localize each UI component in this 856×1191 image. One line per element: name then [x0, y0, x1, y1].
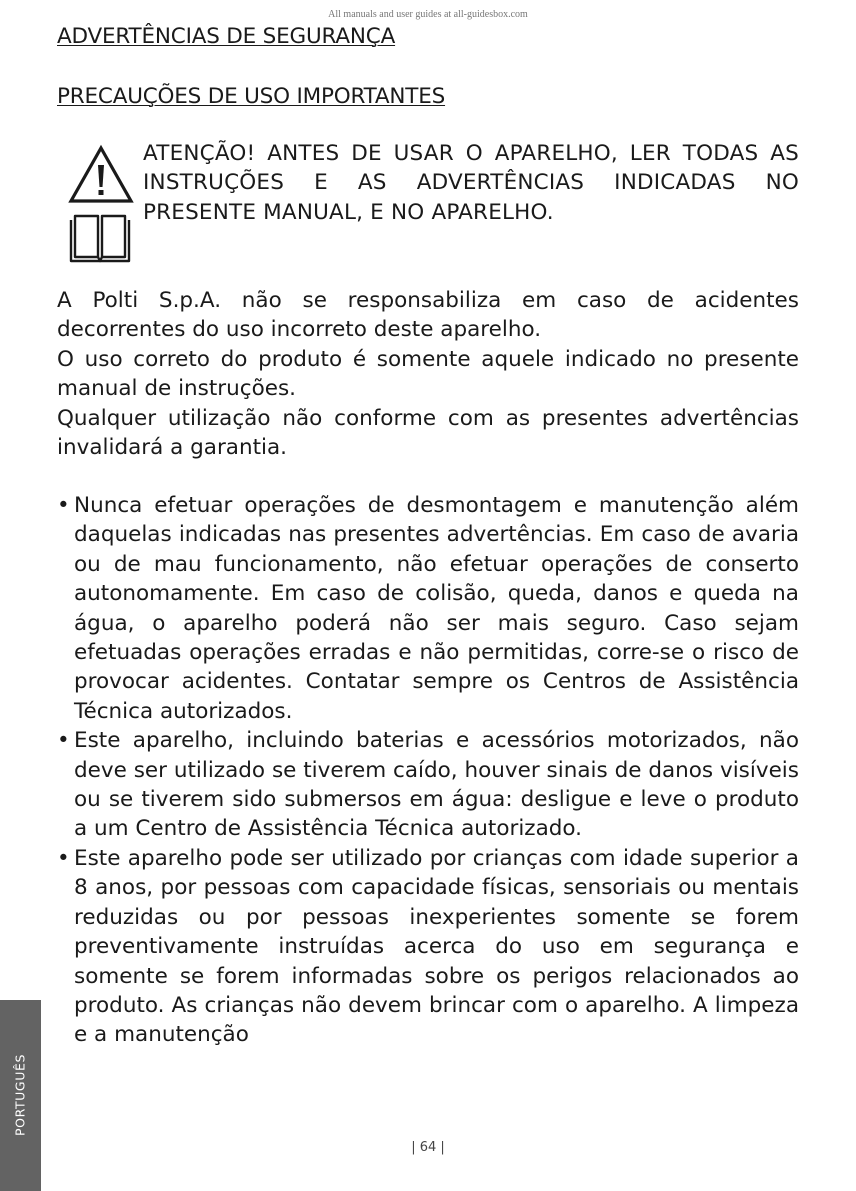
- list-item-text: Nunca efetuar operações de desmontagem e manutenção além daquelas indicadas nas presentes advertências. Em caso de avaria ou de mau funcionamento, não efetuar operações de conserto autonomamente. Em caso de colisão, queda, danos e queda na água, o aparelho poderá não ser mais seguro. Caso sejam efetuadas operações erradas e não permitidas, corre-se o risco de provocar acidentes. Contatar sempre os Centros de Assistência Técnica autorizados.: [74, 493, 799, 724]
- list-item: [57, 726, 799, 844]
- page-title: ADVERTÊNCIAS DE SEGURANÇA: [57, 24, 396, 49]
- attention-notice: ATENÇÃO! ANTES DE USAR O APARELHO, LER TODAS AS INSTRUÇÕES E AS ADVERTÊNCIAS INDICADAS NO PRESENTE MANUAL, E NO APARELHO.: [143, 141, 799, 225]
- page-number: | 64 |: [411, 1140, 445, 1155]
- paragraph: Qualquer utilização não conforme com as presentes advertências invalidará a garantia.: [57, 405, 799, 461]
- intro-paragraphs: [57, 286, 799, 462]
- list-item: [57, 491, 799, 726]
- bullet-marker: •: [57, 493, 70, 518]
- language-label: PORTUGUÊS: [12, 1053, 28, 1137]
- bullet-marker: •: [57, 845, 70, 871]
- paragraph: O uso correto do produto é somente aquele indicado no presente manual de instruções.: [57, 346, 799, 402]
- warning-triangle-icon: [68, 144, 134, 204]
- bullet-marker: •: [57, 728, 70, 754]
- read-manual-icon: [67, 210, 133, 265]
- warning-list: [57, 491, 799, 1050]
- list-item-text: Este aparelho pode ser utilizado por crianças com idade superior a 8 anos, por pessoas com capacidade físicas, sensoriais ou mentais reduzidas ou por pessoas inexperientes somente se forem preventivamente instruídas acerca do uso em segurança e somente se forem informadas sobre os perigos relacionados ao produto. As crianças não devem brincar com o aparelho. A limpeza e a manutenção: [74, 845, 799, 1048]
- section-title: PRECAUÇÕES DE USO IMPORTANTES: [57, 84, 446, 109]
- list-item: [57, 844, 799, 1050]
- watermark: All manuals and user guides at all-guidesbox.com: [328, 9, 528, 20]
- list-item-text: Este aparelho, incluindo baterias e acessórios motorizados, não deve ser utilizado se tiverem caído, houver sinais de danos visíveis ou se tiverem sido submersos em água: desligue e leve o produto a um Centro de Assistência Técnica autorizado.: [74, 728, 799, 842]
- paragraph: A Polti S.p.A. não se responsabiliza em caso de acidentes decorrentes do uso incorreto deste aparelho.: [57, 288, 799, 343]
